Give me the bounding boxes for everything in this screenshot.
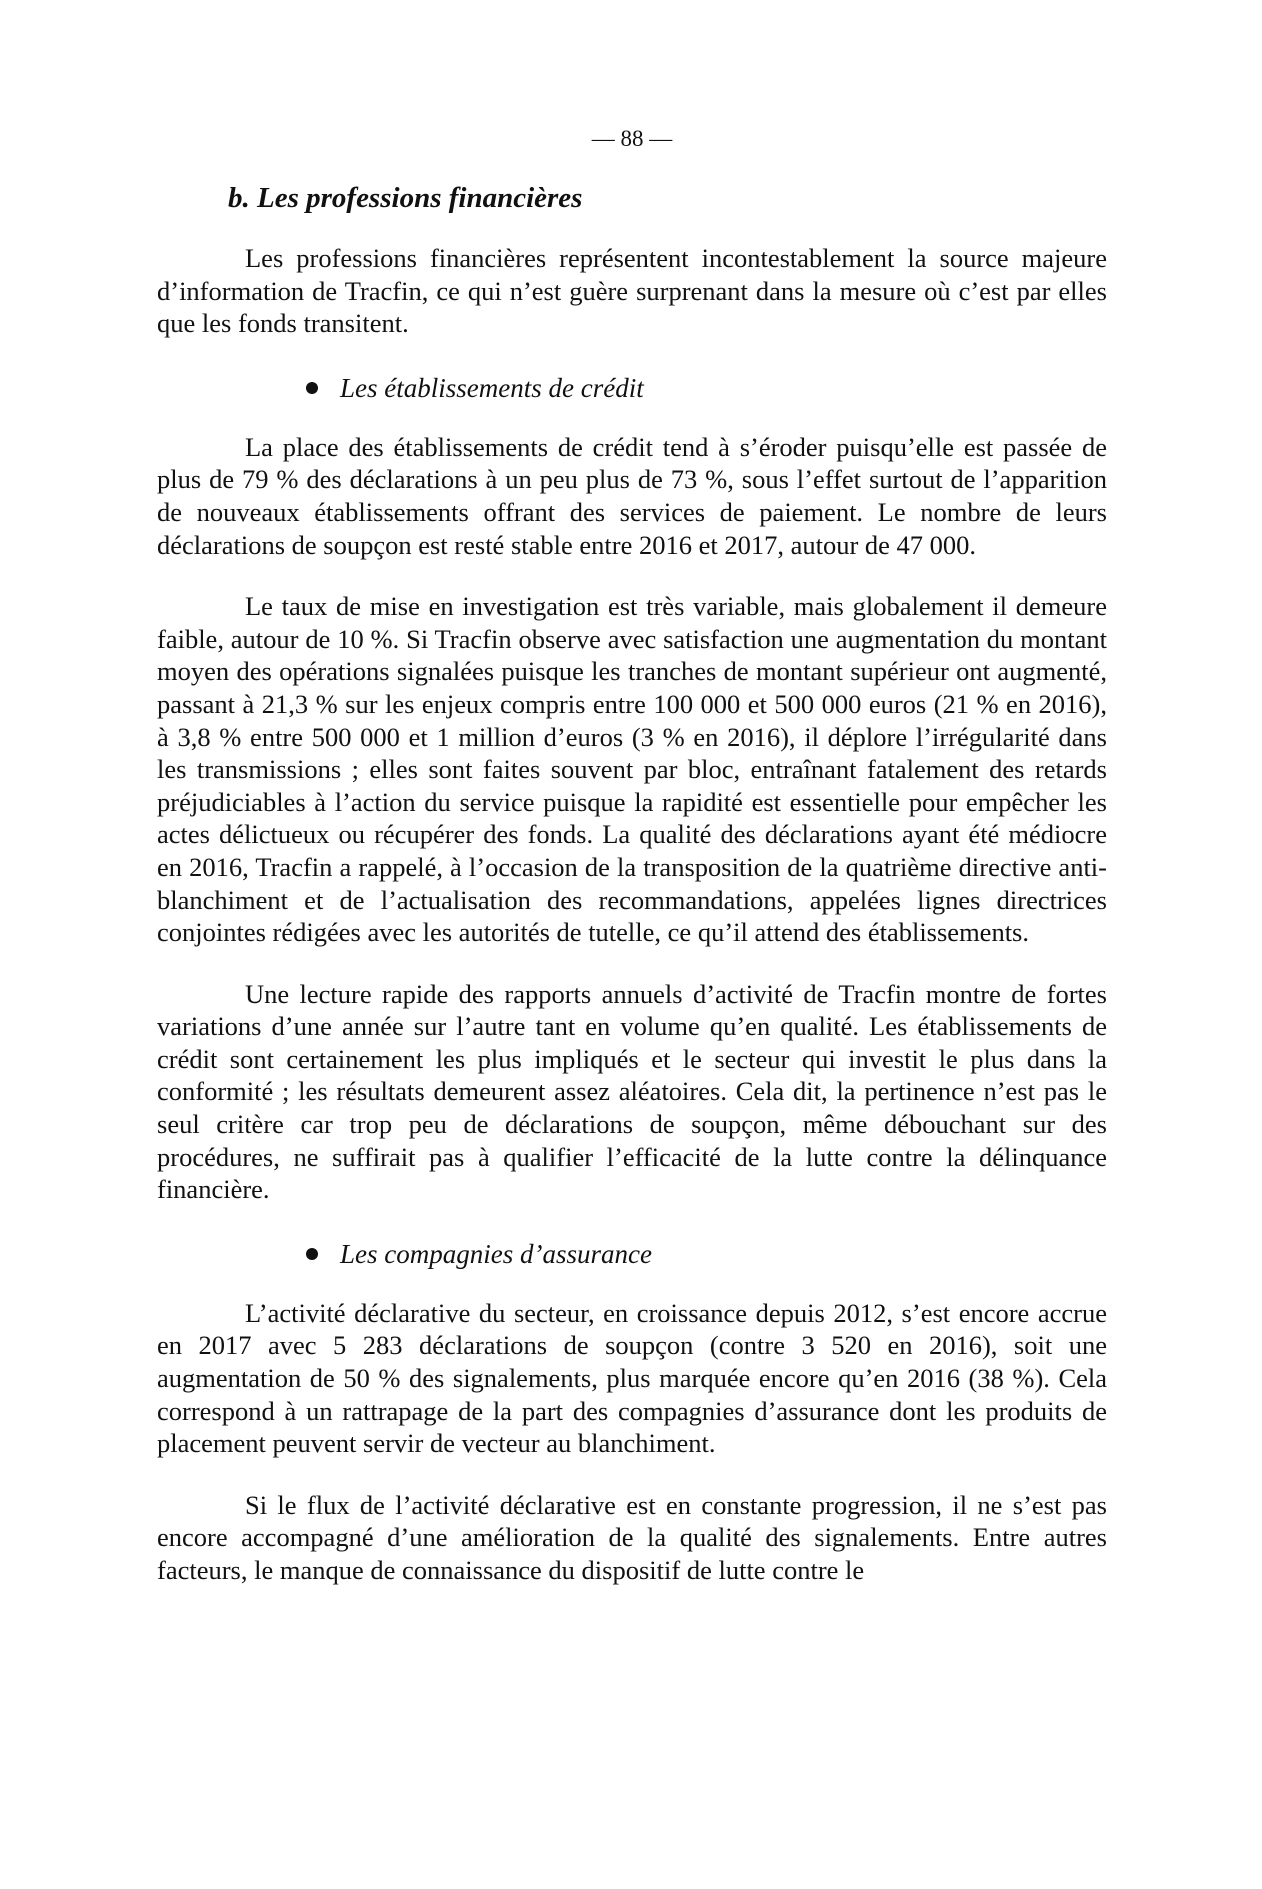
section-heading: b. Les professions financières (228, 182, 583, 214)
paragraph: Le taux de mise en investigation est très variable, mais globalement il demeure faible, autour de 10 %. Si Tracfin observe avec satisfaction une augmentation du montant moyen des opérations signalées puisque les tranches de montant supérieur ont augmenté, passant à 21,3 % sur les enjeux compris entre 100 000 et 500 000 euros (21 % en 2016), à 3,8 % entre 500 000 et 1 million d’euros (3 % en 2016), il déplore l’irrégularité dans les transmissions ; elles sont faites souvent par bloc, entraînant fatalement des retards préjudiciables à l’action du service puisque la rapidité est essentielle pour empêcher les actes délictueux ou récupérer des fonds. La qualité des déclarations ayant été médiocre en 2016, Tracfin a rappelé, à l’occasion de la transposition de la quatrième directive anti-blanchiment et de l’actualisation des recommandations, appelées lignes directrices conjointes rédigées avec les autorités de tutelle, ce qu’il attend des établissements. (157, 591, 1107, 948)
paragraph: L’activité déclarative du secteur, en croissance depuis 2012, s’est encore accrue en 2017 avec 5 283 déclarations de soupçon (contre 3 520 en 2016), soit une augmentation de 50 % des signalements, plus marquée encore qu’en 2016 (38 %). Cela correspond à un rattrapage de la part des compagnies d’assurance dont les produits de placement peuvent servir de vecteur au blanchiment. (157, 1297, 1107, 1459)
subsection-heading-credit-institutions (306, 369, 1107, 407)
section-intro-paragraph: Les professions financières représentent incontestablement la source majeure d’information de Tracfin, ce qui n’est guère surprenant dans la mesure où c’est par elles que les fonds transitent. (157, 243, 1107, 339)
bullet-icon (306, 382, 318, 394)
subsection-heading-insurance-companies (306, 1235, 1107, 1273)
bullet-icon (306, 1248, 318, 1260)
paragraph: Une lecture rapide des rapports annuels d’activité de Tracfin montre de fortes variations d’une année sur l’autre tant en volume qu’en qualité. Les établissements de crédit sont certainement les plus impliqués et le secteur qui investit le plus dans la conformité ; les résultats demeurent assez aléatoires. Cela dit, la pertinence n’est pas le seul critère car trop peu de déclarations de soupçon, même débouchant sur des procédures, ne suffirait pas à qualifier l’efficacité de la lutte contre la délinquance financière. (157, 978, 1107, 1205)
paragraph: La place des établissements de crédit tend à s’éroder puisqu’elle est passée de plus de 79 % des déclarations à un peu plus de 73 %, sous l’effet surtout de l’apparition de nouveaux établissements offrant des services de paiement. Le nombre de leurs déclarations de soupçon est resté stable entre 2016 et 2017, autour de 47 000. (157, 431, 1107, 560)
subsection-title: Les établissements de crédit (340, 372, 644, 403)
page-number: — 88 — (591, 126, 673, 151)
document-page (157, 124, 1107, 1616)
paragraph: Si le flux de l’activité déclarative est en constante progression, il ne s’est pas encore accompagné d’une amélioration de la qualité des signalements. Entre autres facteurs, le manque de connaissance du dispositif de lutte contre le (157, 1489, 1107, 1585)
subsection-title: Les compagnies d’assurance (340, 1238, 652, 1269)
